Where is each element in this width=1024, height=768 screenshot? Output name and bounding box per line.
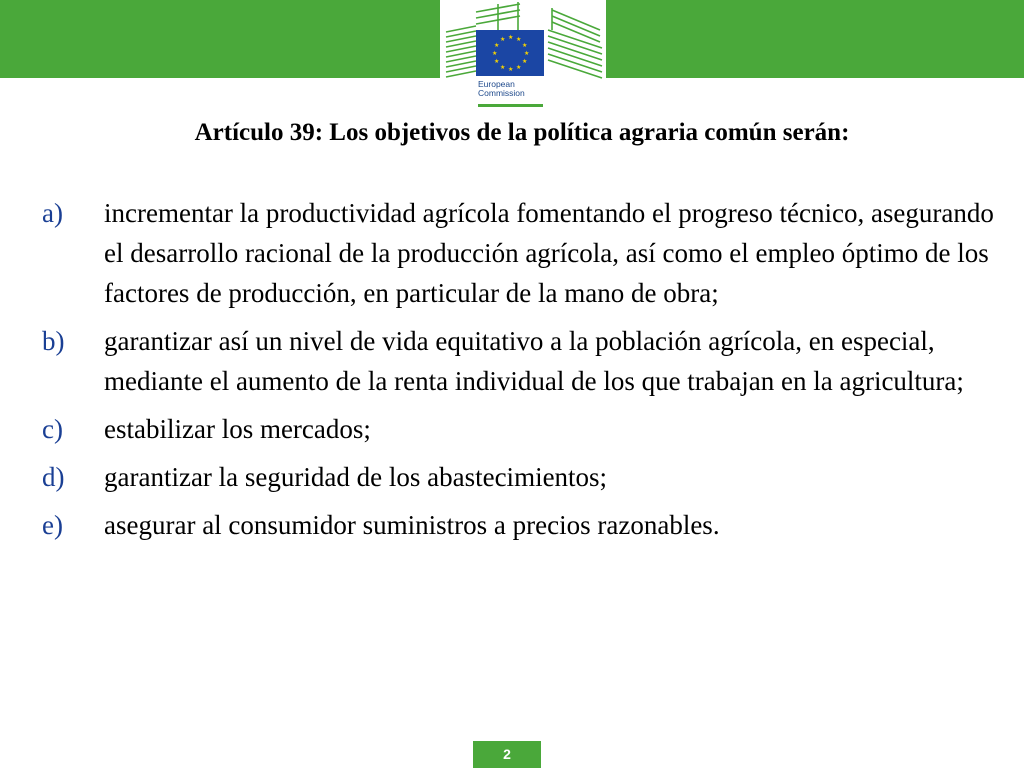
list-text: garantizar la seguridad de los abastecimientos; <box>104 462 608 492</box>
slide-title: Artículo 39: Los objetivos de la política agraria común serán: <box>194 119 850 146</box>
list-marker: c) <box>42 414 63 444</box>
list-item <box>42 321 1002 401</box>
svg-text:★: ★ <box>500 36 506 43</box>
european-commission-logo <box>440 0 606 112</box>
list-marker: d) <box>42 462 65 492</box>
page-number: 2 <box>473 741 541 768</box>
logo-name-line2: Commission <box>478 88 525 98</box>
svg-text:★: ★ <box>508 66 514 73</box>
list-item <box>42 457 1002 497</box>
list-item <box>42 193 1002 313</box>
svg-text:★: ★ <box>516 64 522 71</box>
list-text: asegurar al consumidor suministros a precios razonables. <box>104 510 720 540</box>
list-text: garantizar así un nivel de vida equitativo a la población agrícola, en especial, mediante el aumento de la renta individual de los que trabajan en la agricultura; <box>104 326 964 396</box>
svg-text:★: ★ <box>500 64 506 71</box>
svg-text:★: ★ <box>508 34 514 41</box>
list-item <box>42 505 1002 545</box>
logo-name-line1: European <box>478 79 515 89</box>
svg-text:★: ★ <box>492 50 498 57</box>
svg-text:★: ★ <box>524 50 530 57</box>
list-marker: e) <box>42 510 63 540</box>
svg-text:★: ★ <box>522 58 528 65</box>
list-marker: a) <box>42 198 63 228</box>
svg-text:★: ★ <box>516 36 522 43</box>
svg-text:★: ★ <box>494 58 500 65</box>
logo-wordmark <box>478 80 558 98</box>
list-text: incrementar la productividad agrícola fomentando el progreso técnico, asegurando el desarrollo racional de la producción agrícola, así como el empleo óptimo de los factores de producción, en particular de la mano de obra; <box>104 198 994 308</box>
list-item <box>42 409 1002 449</box>
list-text: estabilizar los mercados; <box>104 414 371 444</box>
objectives-list <box>42 193 1002 553</box>
svg-text:★: ★ <box>522 42 528 49</box>
list-marker: b) <box>42 326 65 356</box>
svg-text:★: ★ <box>494 42 500 49</box>
logo-underline <box>478 104 543 107</box>
